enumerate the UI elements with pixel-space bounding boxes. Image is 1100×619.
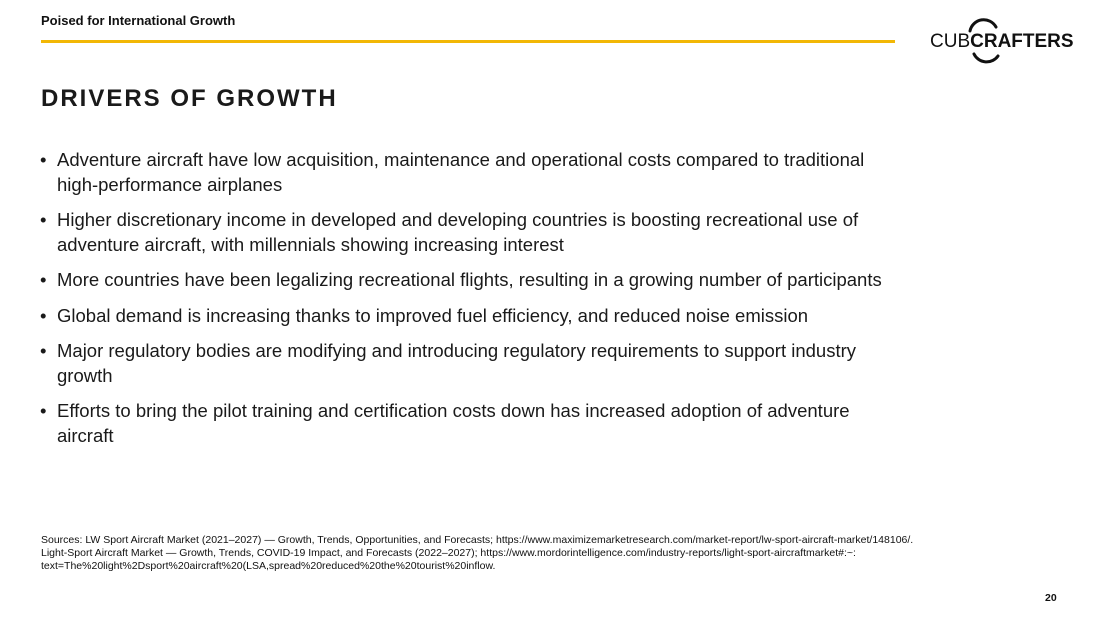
bullet-icon: • [40, 149, 47, 170]
page-number: 20 [1045, 592, 1057, 604]
sources-line: Light-Sport Aircraft Market — Growth, Trends, COVID-19 Impact, and Forecasts (2022–2027); https://www.mordorintelligence.com/industry-reports/light-sport-aircraftmarket#:~: [41, 547, 856, 559]
bullet-item [40, 304, 910, 329]
bullet-icon: • [40, 400, 47, 421]
logo-text-bold: CRAFTERS [970, 31, 1074, 52]
bullet-item [40, 399, 910, 448]
bullet-icon: • [40, 269, 47, 290]
bullet-list [40, 148, 910, 459]
bullet-text: Efforts to bring the pilot training and certification costs down has increased adoption of adventure aircraft [57, 400, 850, 446]
sources-line: Sources: LW Sport Aircraft Market (2021–2027) — Growth, Trends, Opportunities, and Forecasts; https://www.maximizemarketresearch.com/market-report/lw-sport-aircraft-market/148106/. [41, 534, 914, 546]
bullet-item [40, 208, 910, 257]
page-title: DRIVERS OF GROWTH [41, 85, 338, 112]
bullet-text: Higher discretionary income in developed and developing countries is boosting recreational use of adventure aircraft, with millennials showing increasing interest [57, 209, 859, 255]
bullet-item [40, 148, 910, 197]
bullet-icon: • [40, 209, 47, 230]
bullet-icon: • [40, 304, 47, 326]
logo-text-light: CUB [930, 31, 971, 52]
bullet-text: Adventure aircraft have low acquisition, maintenance and operational costs compared to traditional high-performance airplanes [57, 149, 865, 195]
bullet-item [40, 268, 910, 293]
bullet-icon: • [40, 340, 47, 361]
bullet-text: Global demand is increasing thanks to improved fuel efficiency, and reduced noise emission [57, 304, 809, 326]
bullet-text: More countries have been legalizing recreational flights, resulting in a growing number of participants [57, 269, 882, 290]
header-title: Poised for International Growth [41, 13, 236, 28]
cubcrafters-logo [930, 18, 1074, 64]
bullet-text: Major regulatory bodies are modifying and introducing regulatory requirements to support industry growth [57, 340, 857, 386]
bullet-item [40, 339, 910, 388]
header-divider [41, 40, 895, 43]
logo-wordmark [930, 31, 1074, 53]
sources-footnote [41, 534, 1041, 573]
sources-line: text=The%20light%2Dsport%20aircraft%20(LSA,spread%20reduced%20the%20tourist%20inflow. [41, 560, 496, 572]
